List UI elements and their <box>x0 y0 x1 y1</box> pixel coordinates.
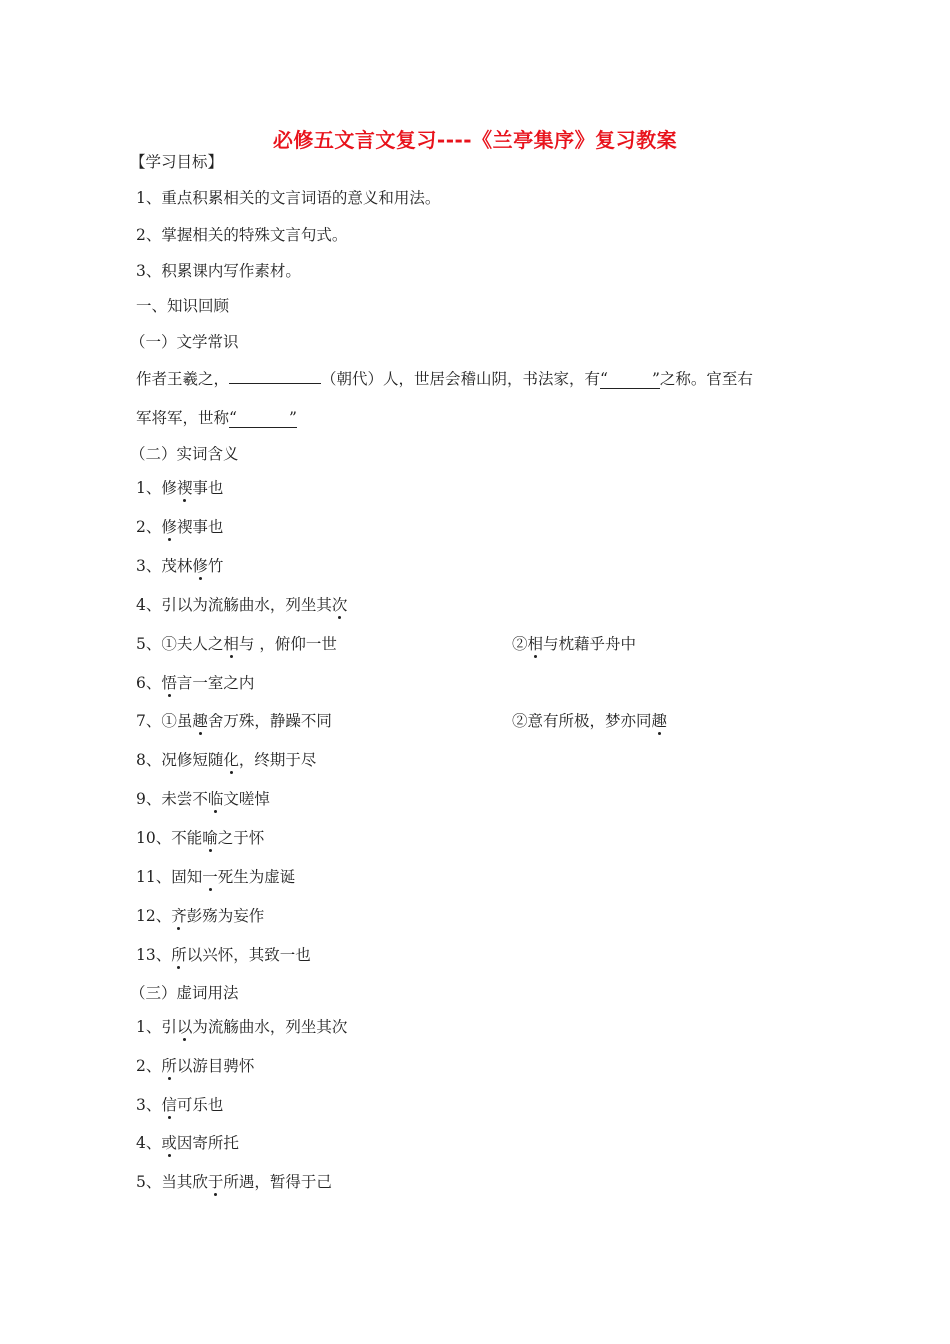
shici-item <box>136 516 223 538</box>
item-number: 2、 <box>136 1056 162 1075</box>
xuci-item <box>136 1094 223 1116</box>
emphasized-word: 喻 <box>202 829 218 848</box>
goals-heading: 【学习目标】 <box>130 153 224 171</box>
lit-text: （朝代）人，世居会稽山阴，书法家，有 <box>321 370 601 388</box>
shici-item <box>136 749 316 771</box>
emphasized-word: 禊 <box>176 479 193 497</box>
goal-item: 2、掌握相关的特殊文言句式。 <box>136 226 348 244</box>
shici-item <box>136 594 347 616</box>
item-text: 况修短随 <box>161 751 224 770</box>
item-text: ②意有所极，梦亦同 <box>512 712 652 731</box>
xuci-item <box>136 1055 254 1077</box>
shici-item <box>136 788 270 810</box>
item-number: 3、 <box>136 1095 162 1114</box>
item-text: 彭殇为妄作 <box>186 906 265 925</box>
item-text: 为流觞曲水，列坐其次 <box>192 1018 348 1036</box>
lit-text: 军将军，世称 <box>136 409 230 427</box>
item-number: 4、 <box>136 1134 162 1153</box>
shici-item-right <box>512 710 667 732</box>
item-text: 与 ，俯仰一世 <box>238 634 337 653</box>
xuci-item <box>136 1016 347 1038</box>
item-text: ①虽 <box>161 712 193 731</box>
item-text: 引以为流觞曲水，列坐其 <box>161 595 332 614</box>
subsection-heading: （一）文学常识 <box>130 333 239 351</box>
item-text: 之于怀 <box>217 829 265 848</box>
fill-blank <box>229 369 321 384</box>
item-number: 3、 <box>136 556 162 575</box>
item-number: 11、 <box>136 868 172 886</box>
item-text: 茂林 <box>161 556 193 575</box>
emphasized-word: 所 <box>161 1056 177 1075</box>
emphasized-word: 或 <box>161 1134 177 1153</box>
item-number: 1、 <box>136 1018 162 1036</box>
emphasized-word: 一 <box>202 868 218 886</box>
item-text: ①夫人之 <box>161 634 224 653</box>
emphasized-word: 信 <box>161 1095 177 1114</box>
emphasized-word: 修 <box>192 556 208 575</box>
item-text: 因寄所托 <box>176 1134 239 1153</box>
item-number: 6、 <box>136 673 162 692</box>
emphasized-word: 化 <box>223 751 239 770</box>
item-text: 以游目骋怀 <box>176 1056 255 1075</box>
item-number: 12、 <box>136 906 172 925</box>
item-text: 不能 <box>171 829 203 848</box>
emphasized-word: 所 <box>171 945 187 964</box>
emphasized-word: 以 <box>176 1018 193 1036</box>
item-text: 事也 <box>192 479 224 497</box>
item-number: 7、 <box>136 712 162 731</box>
shici-item-right <box>512 633 636 655</box>
literature-line-1 <box>136 368 753 390</box>
item-number: 5、 <box>136 1173 162 1192</box>
item-text: 所遇，暂得于己 <box>223 1173 332 1192</box>
emphasized-word: 次 <box>331 595 348 614</box>
item-number: 13、 <box>136 945 172 964</box>
shici-item <box>136 944 311 966</box>
emphasized-word: 相 <box>223 634 239 653</box>
section-heading: 一、知识回顾 <box>136 297 230 315</box>
goal-item: 3、积累课内写作素材。 <box>136 262 301 280</box>
shici-item <box>136 633 337 655</box>
shici-item <box>136 477 223 499</box>
item-text: 舍万殊，静躁不同 <box>207 712 332 731</box>
emphasized-word: 趣 <box>192 712 208 731</box>
item-text: 文嗟悼 <box>223 790 270 809</box>
item-text: ，终期于尽 <box>238 751 317 770</box>
emphasized-word: 于 <box>207 1173 224 1192</box>
goal-item: 1、重点积累相关的文言词语的意义和用法。 <box>136 189 441 207</box>
item-number: 9、 <box>136 790 162 809</box>
item-number: 10、 <box>136 829 172 848</box>
emphasized-word: 齐 <box>171 906 187 925</box>
item-text: ② <box>512 634 528 653</box>
literature-line-2 <box>136 407 297 429</box>
item-number: 1、 <box>136 479 162 497</box>
item-text: 引 <box>161 1018 177 1036</box>
item-text: 修 <box>161 479 177 497</box>
page-title: 必修五文言文复习----《兰亭集序》复习教案 <box>272 128 678 152</box>
emphasized-word: 趣 <box>651 712 668 731</box>
xuci-item <box>136 1171 332 1193</box>
emphasized-word: 修 <box>161 517 177 536</box>
item-text: 死生为虚诞 <box>217 868 296 886</box>
subsection-heading: （二）实词含义 <box>130 445 239 463</box>
item-text: 可乐也 <box>176 1095 224 1114</box>
item-text: 固知 <box>171 868 203 886</box>
item-number: 5、 <box>136 634 162 653</box>
item-text: 言一室之内 <box>176 673 255 692</box>
lit-text: 之称。官至右 <box>659 370 753 388</box>
item-number: 8、 <box>136 751 162 770</box>
fill-blank-quoted: “ ” <box>600 370 660 388</box>
item-text: 与枕藉乎舟中 <box>543 634 637 653</box>
item-text: 未尝不 <box>161 790 208 809</box>
xuci-item <box>136 1132 239 1154</box>
shici-item <box>136 905 264 927</box>
emphasized-word: 相 <box>527 634 544 653</box>
shici-item <box>136 866 295 888</box>
shici-item <box>136 827 264 849</box>
lit-text: 作者王羲之， <box>136 370 230 388</box>
item-text: 以兴怀，其致一也 <box>186 945 311 964</box>
subsection-heading: （三）虚词用法 <box>130 984 239 1002</box>
shici-item <box>136 672 254 694</box>
emphasized-word: 悟 <box>161 673 177 692</box>
shici-item <box>136 555 223 577</box>
shici-item <box>136 710 332 732</box>
fill-blank-quoted: “ ” <box>229 409 297 427</box>
item-number: 4、 <box>136 595 162 614</box>
emphasized-word: 临 <box>207 790 224 809</box>
item-text: 竹 <box>207 556 224 575</box>
item-text: 当其欣 <box>161 1173 208 1192</box>
item-text: 禊事也 <box>176 517 224 536</box>
item-number: 2、 <box>136 517 162 536</box>
